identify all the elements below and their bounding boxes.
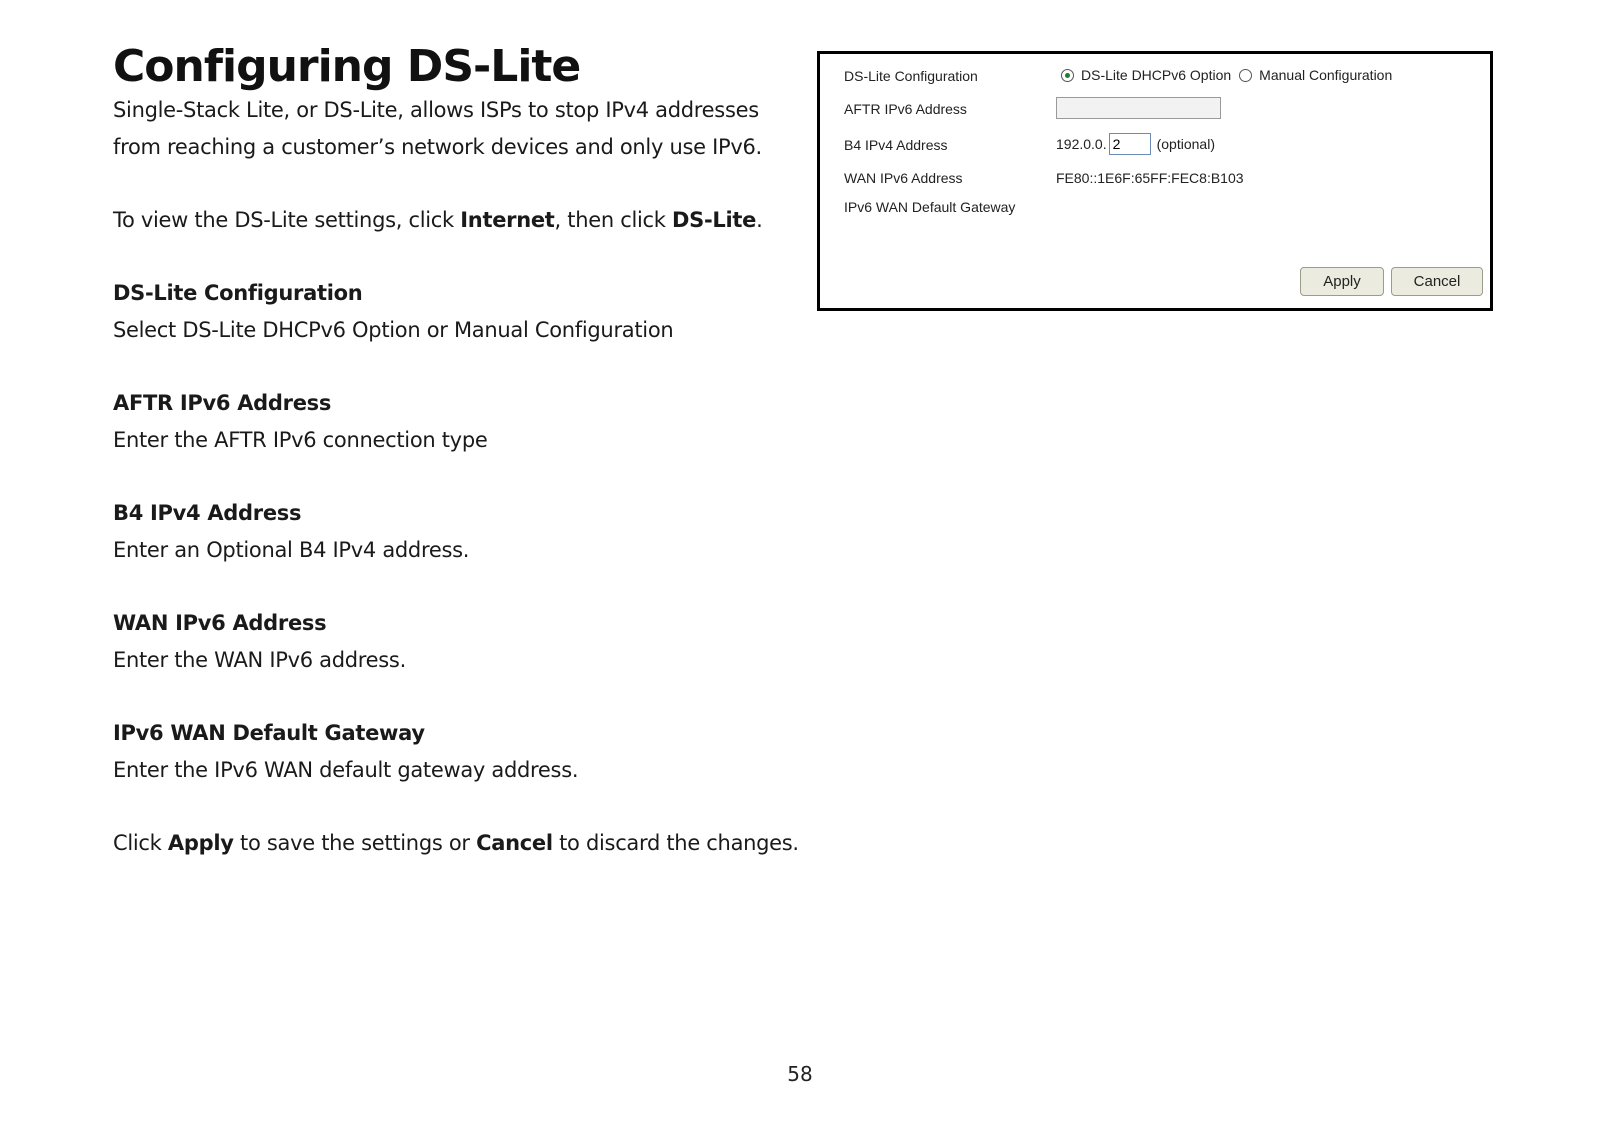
- section-text: Enter the WAN IPv6 address.: [113, 648, 406, 672]
- cancel-term: Cancel: [476, 831, 553, 855]
- section-heading: DS-Lite Configuration: [113, 281, 363, 305]
- section-heading: AFTR IPv6 Address: [113, 391, 332, 415]
- view-prefix: To view the DS-Lite settings, click: [113, 208, 461, 232]
- cancel-button[interactable]: Cancel: [1391, 267, 1483, 296]
- section-text: Enter an Optional B4 IPv4 address.: [113, 538, 470, 562]
- final-prefix: Click: [113, 831, 168, 855]
- wan-ipv6-value: [1056, 170, 1244, 186]
- manual-config-radio[interactable]: [1239, 69, 1252, 82]
- wan-ipv6-label: WAN IPv6 Address: [844, 170, 963, 186]
- dhcpv6-option-label[interactable]: DS-Lite DHCPv6 Option: [1081, 67, 1232, 83]
- internet-term: Internet: [460, 208, 555, 232]
- apply-button[interactable]: Apply: [1300, 267, 1384, 296]
- b4-ipv4-prefix: 192.0.0.: [1056, 136, 1107, 152]
- aftr-ipv6-value: [1056, 97, 1221, 119]
- apply-term: Apply: [167, 831, 234, 855]
- intro-line-1: Single-Stack Lite, or DS-Lite, allows ISPs to stop IPv4 addresses: [113, 98, 759, 122]
- b4-ipv4-label: B4 IPv4 Address: [844, 137, 948, 153]
- b4-ipv4-input[interactable]: [1109, 133, 1151, 155]
- ds-lite-config-options: [1061, 67, 1400, 83]
- ds-lite-config-label: DS-Lite Configuration: [844, 68, 978, 84]
- section-text: Select DS-Lite DHCPv6 Option or Manual Configuration: [113, 318, 674, 342]
- final-middle: to save the settings or: [233, 831, 477, 855]
- section-heading: B4 IPv4 Address: [113, 501, 302, 525]
- section-heading: IPv6 WAN Default Gateway: [113, 721, 425, 745]
- aftr-ipv6-label: AFTR IPv6 Address: [844, 101, 967, 117]
- aftr-ipv6-input[interactable]: [1056, 97, 1221, 119]
- b4-ipv4-value: [1056, 133, 1215, 155]
- section-heading: WAN IPv6 Address: [113, 611, 327, 635]
- wan-ipv6-address: FE80::1E6F:65FF:FEC8:B103: [1056, 170, 1244, 186]
- page-title: Configuring DS-Lite: [113, 41, 581, 92]
- manual-config-label[interactable]: Manual Configuration: [1259, 67, 1393, 83]
- view-middle: , then click: [554, 208, 673, 232]
- view-instructions: [113, 202, 762, 239]
- ds-lite-term: DS-Lite: [672, 208, 757, 232]
- final-instructions: [113, 825, 799, 862]
- page-number: 58: [787, 1062, 813, 1086]
- ds-lite-settings-screenshot: [817, 51, 1493, 311]
- section-text: Enter the AFTR IPv6 connection type: [113, 428, 488, 452]
- dhcpv6-option-radio[interactable]: [1061, 69, 1074, 82]
- final-suffix: to discard the changes.: [552, 831, 799, 855]
- intro-line-2: from reaching a customer’s network devices and only use IPv6.: [113, 135, 762, 159]
- section-text: Enter the IPv6 WAN default gateway address.: [113, 758, 579, 782]
- view-suffix: .: [756, 208, 763, 232]
- ipv6-wan-gateway-label: IPv6 WAN Default Gateway: [844, 199, 1016, 215]
- b4-optional-note: (optional): [1156, 136, 1215, 152]
